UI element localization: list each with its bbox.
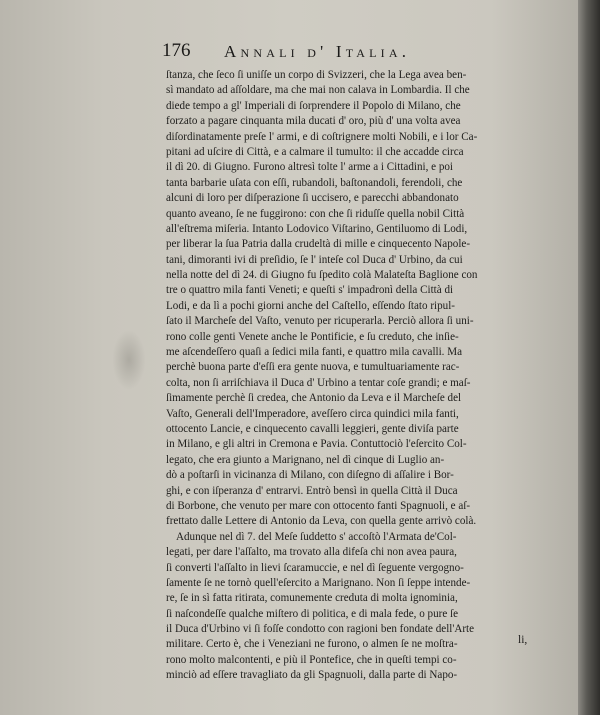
text-line: ſato il Marcheſe del Vaſto, venuto per ricuperarla. Perciò allora ſi uni-	[166, 315, 474, 328]
text-line: rono colle genti Venete anche le Pontificie, e ſu creduto, che inſie-	[166, 330, 459, 343]
page-gutter-shadow	[578, 0, 600, 715]
text-line: il Duca d'Urbino vi ſi foſſe condotto con ragioni ben fondate dell'Arte	[166, 623, 475, 636]
text-line: Adunque nel dì 7. del Meſe ſuddetto s' accoſtò l'Armata de'Col-	[176, 530, 457, 543]
text-line: ottocento Lancie, e cinquecento cavalli leggieri, gente diviſa parte	[166, 422, 459, 435]
text-line: Lodi, e da lì a pochi giorni anche del Caſtello, eſſendo ſtato ripul-	[166, 299, 455, 312]
text-line: militare. Certo è, che i Veneziani ne furono, o almen ſe ne moſtra-	[166, 638, 458, 651]
text-line: legati, per dare l'aſſalto, ma trovato alla difeſa chi non avea paura,	[166, 546, 457, 559]
text-line: tanta barbarie uſata con eſſi, rubandoli, baſtonandoli, ferendoli, che	[166, 176, 463, 189]
text-line: ſtanza, che ſeco ſi uniſſe un corpo di Svizzeri, che la Lega avea ben-	[166, 69, 467, 81]
text-line: rono molto malcontenti, e più il Pontefice, che in queſti tempi co-	[166, 653, 457, 666]
text-line: in Milano, e gli altri in Cremona e Pavia. Contuttociò l'eſercito Col-	[166, 438, 467, 451]
catchword: li,	[518, 634, 528, 646]
text-line: legato, che era giunto a Marignano, nel dì cinque di Luglio an-	[166, 453, 445, 466]
text-line: tani, dimoranti ivi di preſidio, ſe l' inteſe col Duca d' Urbino, da cui	[166, 253, 463, 266]
running-head: Annali d' Italia.	[224, 42, 411, 61]
text-line: per liberar la ſua Patria dalla crudeltà di mille e cinquecento Napole-	[166, 238, 471, 251]
text-line: ſimamente perchè ſi credea, che Antonio da Leva e il Marcheſe del	[166, 392, 462, 405]
text-line: colta, non ſi arriſchiava il Duca d' Urbino a tentar coſe grandi; e maſ-	[166, 376, 471, 389]
body-text	[166, 68, 550, 684]
text-line: re, ſe in sì fatta ritirata, comunemente creduta di molta ignominia,	[166, 592, 458, 605]
text-line: tre o quattro mila fanti Veneti; e queſti s' impadronì della Città di	[166, 284, 454, 297]
text-line: ſamente ſe ne tornò quell'eſercito a Marignano. Non ſi ſeppe intende-	[166, 576, 471, 589]
text-line: di Borbone, che venuto per mare con ottocento fanti Spagnuoli, e aſ-	[166, 499, 471, 512]
text-line: minciò ad eſſere travagliato da gli Spagnuoli, dalla parte di Napo-	[166, 669, 458, 682]
text-line: ghi, e con iſperanza d' entrarvi. Entrò bensì in quella Città il Duca	[166, 484, 458, 497]
text-line: me aſcendeſſero quaſi a ſedici mila fanti, e quattro mila cavalli. Ma	[166, 346, 463, 359]
text-line: diede tempo a gl' Imperiali di ſorprendere il Popolo di Milano, che	[166, 99, 461, 112]
text-line: forzato a pagare cinquanta mila ducati d' oro, più d' una volta avea	[166, 115, 461, 128]
text-line: pitani ad uſcire di Città, e a calmare il tumulto: il che accadde circa	[166, 145, 464, 158]
text-line: quanto aveano, ſe ne fuggirono: con che ſi riduſſe quella nobil Città	[166, 207, 465, 220]
text-line: frettato dalle Lettere di Antonio da Leva, con quella gente arrivò colà.	[166, 515, 477, 528]
text-line: diſordinatamente preſe l' armi, e di coſtrignere molti Nobili, e i lor Ca-	[166, 130, 478, 143]
text-line: ſi naſcondeſſe qualche miſtero di politica, e di mala fede, o pure ſe	[166, 607, 459, 620]
text-line: Vaſto, Generali dell'Imperadore, aveſſero circa quindici mila fanti,	[166, 407, 459, 420]
text-line: nella notte del dì 24. di Giugno fu ſpedito colà Malateſta Baglione con	[166, 269, 478, 282]
text-line: sì mandato ad aſſoldare, ma che mai non calava in Lombardia. Il che	[166, 84, 470, 97]
text-line: all'eſtrema miſeria. Intanto Lodovico Viſtarino, Gentiluomo di Lodi,	[166, 222, 468, 235]
text-line: dò a poſtarſi in vicinanza di Milano, con diſegno di aſſalire i Bor-	[166, 469, 454, 482]
ink-bleed-stain	[112, 330, 146, 390]
text-line: perchè buona parte d'eſſi era gente nuova, e tumultuariamente rac-	[166, 361, 460, 374]
text-line: ſi converti l'aſſalto in lievi ſcaramuccie, e nel dì ſeguente vergogno-	[166, 561, 464, 574]
text-line: alcuni di loro per diſperazione ſi uccisero, e parecchi abbandonato	[166, 192, 459, 205]
page-number: 176	[162, 40, 191, 61]
page-header	[162, 40, 552, 64]
text-line: il dì 20. di Giugno. Furono altresì tolte l' arme a i Cittadini, e poi	[166, 161, 454, 174]
